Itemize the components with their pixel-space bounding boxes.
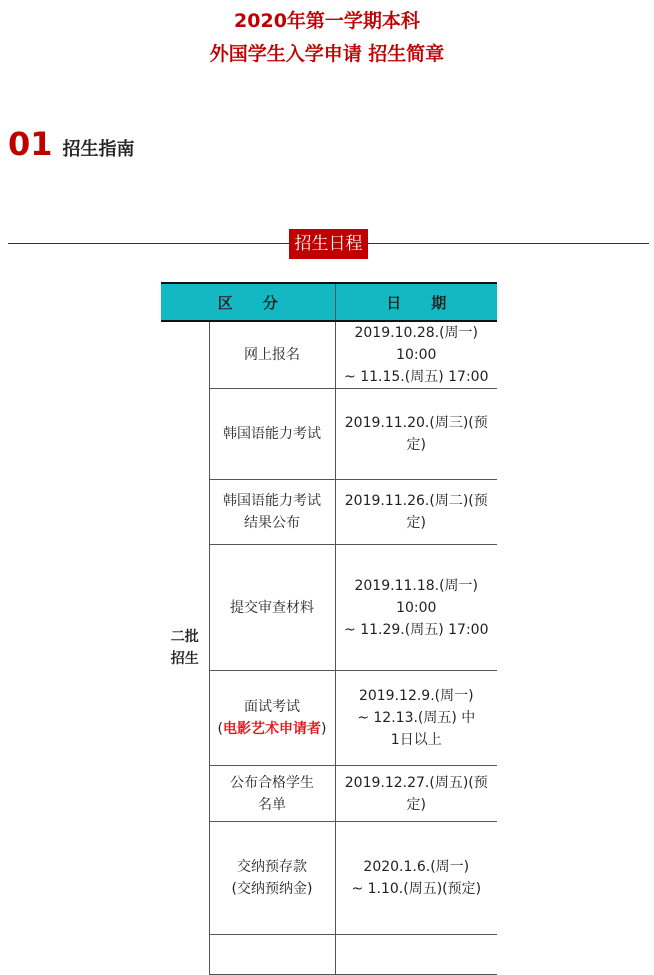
date-line: ~ 12.13.(周五) 中 xyxy=(357,710,476,726)
date-line: 10:00 xyxy=(396,599,437,616)
date-cell xyxy=(335,480,497,545)
date-line: 2019.11.20.(周三)(预定) xyxy=(344,415,488,453)
item-label: 结果公布 xyxy=(244,515,300,531)
table-row xyxy=(161,480,497,545)
date-cell xyxy=(335,671,497,766)
category-line: 二批 xyxy=(170,629,199,646)
date-cell xyxy=(335,822,497,935)
item-cell xyxy=(209,822,335,935)
date-line: 1日以上 xyxy=(390,732,442,748)
item-cell xyxy=(209,766,335,822)
note-bracket-open: ( xyxy=(217,721,223,737)
table-row xyxy=(161,671,497,766)
page-title-line-2: 外国学生入学申请 招生简章 xyxy=(209,43,445,65)
item-note xyxy=(210,718,335,740)
item-cell xyxy=(209,545,335,671)
item-cell xyxy=(209,935,335,975)
schedule-table xyxy=(161,282,497,975)
schedule-tag: 招生日程 xyxy=(289,229,368,259)
header-date: 日 期 xyxy=(335,283,497,321)
date-line: 2019.11.18.(周一) xyxy=(354,577,479,594)
item-label: (交纳预纳金) xyxy=(231,881,313,897)
item-cell xyxy=(209,671,335,766)
date-line: 10:00 xyxy=(396,347,437,363)
section-title: 招生指南 xyxy=(62,139,135,160)
section-number: 01 xyxy=(8,125,53,163)
item-label: 网上报名 xyxy=(244,347,300,363)
schedule-header-row xyxy=(161,283,497,321)
date-line: 2019.12.27.(周五)(预定) xyxy=(344,774,488,813)
date-cell xyxy=(335,321,497,389)
item-label: 名单 xyxy=(258,796,286,813)
table-row xyxy=(161,545,497,671)
section-heading xyxy=(8,124,135,164)
item-label: 韩国语能力考试 xyxy=(223,493,321,509)
date-line: 2019.11.26.(周二)(预定) xyxy=(344,493,488,531)
page-title-line-1: 2020年第一学期本科 xyxy=(234,10,420,32)
table-row xyxy=(161,766,497,822)
date-line: 2020.1.6.(周一) xyxy=(363,859,470,875)
item-note-highlight: 电影艺术申请者 xyxy=(223,721,321,737)
table-row xyxy=(161,822,497,935)
date-cell xyxy=(335,766,497,822)
item-label: 面试考试 xyxy=(244,699,300,715)
table-row xyxy=(161,389,497,480)
item-cell xyxy=(209,480,335,545)
item-label: 韩国语能力考试 xyxy=(223,426,321,442)
date-line: ~ 11.15.(周五) 17:00 xyxy=(344,369,489,385)
table-row xyxy=(161,321,497,389)
item-cell xyxy=(209,321,335,389)
header-category: 区 分 xyxy=(161,283,335,321)
date-line: ~ 1.10.(周五)(预定) xyxy=(351,881,482,897)
item-label: 交纳预存款 xyxy=(237,859,307,875)
date-cell xyxy=(335,389,497,480)
date-cell xyxy=(335,545,497,671)
category-line: 招生 xyxy=(170,651,199,668)
item-label: 提交审查材料 xyxy=(230,599,314,616)
note-bracket-close: ) xyxy=(321,721,327,737)
table-row xyxy=(161,935,497,975)
date-line: 2019.10.28.(周一) xyxy=(354,325,479,341)
item-label: 公布合格学生 xyxy=(230,774,314,791)
date-line: ~ 11.29.(周五) 17:00 xyxy=(344,621,489,638)
date-cell xyxy=(335,935,497,975)
category-cell xyxy=(161,321,209,975)
date-line: 2019.12.9.(周一) xyxy=(358,688,474,704)
item-cell xyxy=(209,389,335,480)
